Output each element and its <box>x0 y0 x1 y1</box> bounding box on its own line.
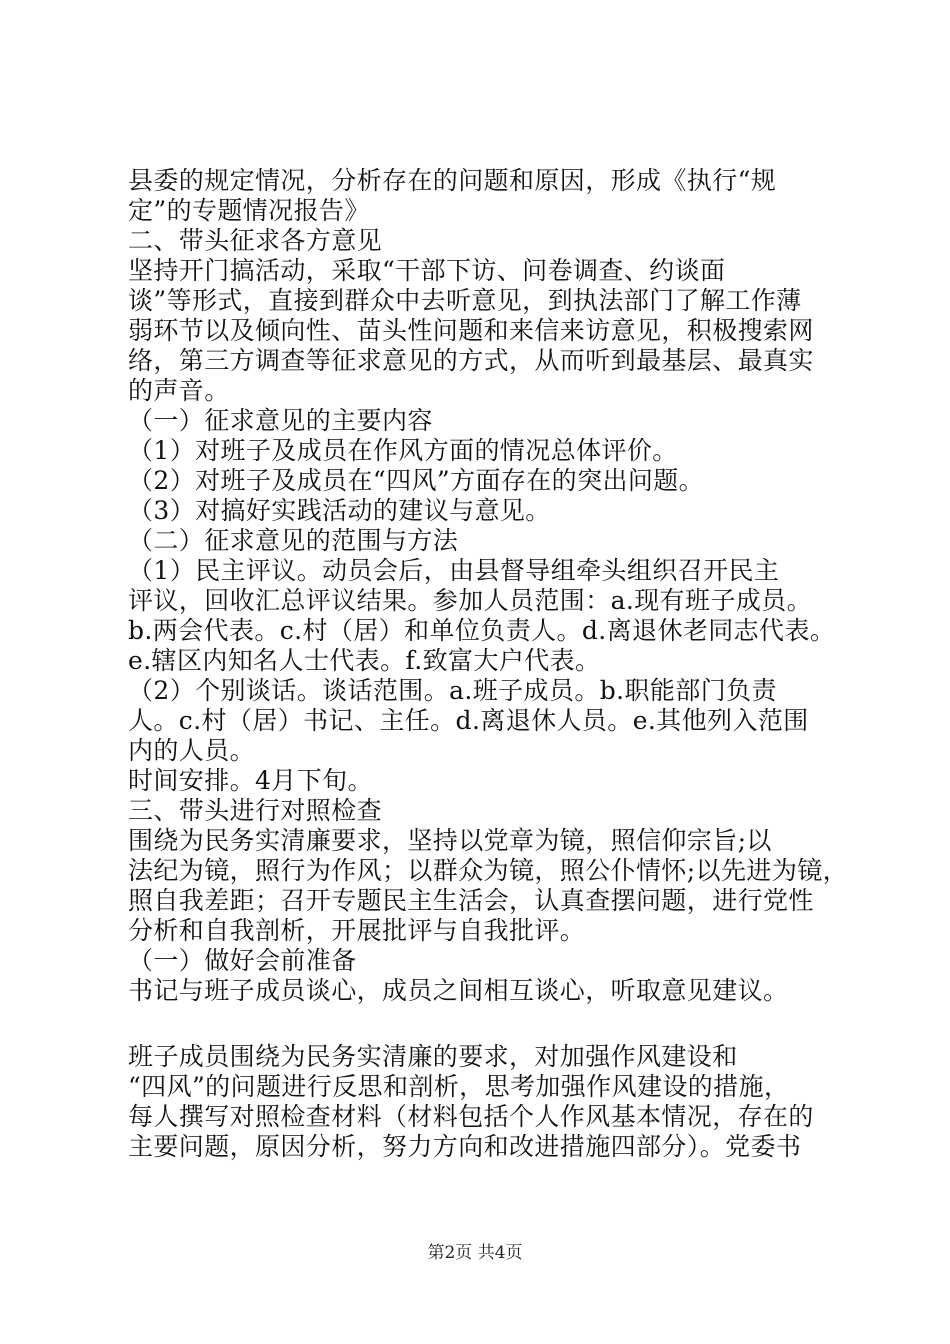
text-line: （2）个别谈话。谈话范围。a.班子成员。b.职能部门负责 <box>128 676 777 705</box>
text-line: “四风”的问题进行反思和剖析，思考加强作风建设的措施， <box>128 1072 790 1101</box>
text-line: 络，第三方调查等征求意见的方式，从而听到最基层、最真实 <box>128 346 814 375</box>
text-line: 内的人员。 <box>128 736 256 765</box>
text-line: 书记与班子成员谈心，成员之间相互谈心，听取意见建议。 <box>128 976 789 1005</box>
text-line: 弱环节以及倾向性、苗头性问题和来信来访意见，积极搜索网 <box>128 316 814 345</box>
text-line: 人。c.村（居）书记、主任。d.离退休人员。e.其他列入范围 <box>128 706 809 735</box>
text-line: b.两会代表。c.村（居）和单位负责人。d.离退休老同志代表。 <box>128 616 836 645</box>
text-line: 每人撰写对照检查材料（材料包括个人作风基本情况，存在的 <box>128 1102 814 1131</box>
text-line: 坚持开门搞活动，采取“干部下访、问卷调查、约谈面 <box>128 256 726 285</box>
text-line: 时间安排。4月下旬。 <box>128 766 373 795</box>
text-line: 的声音。 <box>128 376 230 405</box>
list-item: （1）对班子及成员在作风方面的情况总体评价。 <box>128 436 678 465</box>
document-body <box>128 166 850 1162</box>
page-number-footer: 第2页 共4页 <box>427 1243 523 1263</box>
list-item: （2）对班子及成员在“四风”方面存在的突出问题。 <box>128 466 705 495</box>
text-line: 县委的规定情况，分析存在的问题和原因，形成《执行“规 <box>128 166 777 195</box>
text-line: 班子成员围绕为民务实清廉的要求，对加强作风建设和 <box>128 1042 738 1071</box>
text-line: e.辖区内知名人士代表。f.致富大户代表。 <box>128 646 601 675</box>
text-line: （1）民主评议。动员会后，由县督导组牵头组织召开民主 <box>128 556 780 585</box>
text-line: 照自我差距；召开专题民主生活会，认真查摆问题，进行党性 <box>128 886 814 915</box>
text-line: 评议，回收汇总评议结果。参加人员范围：a.现有班子成员。 <box>128 586 813 615</box>
section-heading: 二、带头征求各方意见 <box>128 226 383 255</box>
text-line: 主要问题，原因分析，努力方向和改进措施四部分）。党委书 <box>128 1132 802 1161</box>
subsection-heading: （一）征求意见的主要内容 <box>128 406 433 435</box>
text-line: 围绕为民务实清廉要求，坚持以党章为镜，照信仰宗旨;以 <box>128 826 772 855</box>
subsection-heading: （一）做好会前准备 <box>128 946 357 975</box>
text-line: 法纪为镜，照行为作风；以群众为镜，照公仆情怀;以先进为镜， <box>128 856 849 885</box>
section-heading: 三、带头进行对照检查 <box>128 796 383 825</box>
paragraph-gap <box>128 1006 850 1042</box>
subsection-heading: （二）征求意见的范围与方法 <box>128 526 459 555</box>
text-line: 定”的专题情况报告》 <box>128 196 370 225</box>
list-item: （3）对搞好实践活动的建议与意见。 <box>128 496 551 525</box>
text-line: 分析和自我剖析，开展批评与自我批评。 <box>128 916 586 945</box>
text-line: 谈”等形式，直接到群众中去听意见，到执法部门了解工作薄 <box>128 286 802 315</box>
